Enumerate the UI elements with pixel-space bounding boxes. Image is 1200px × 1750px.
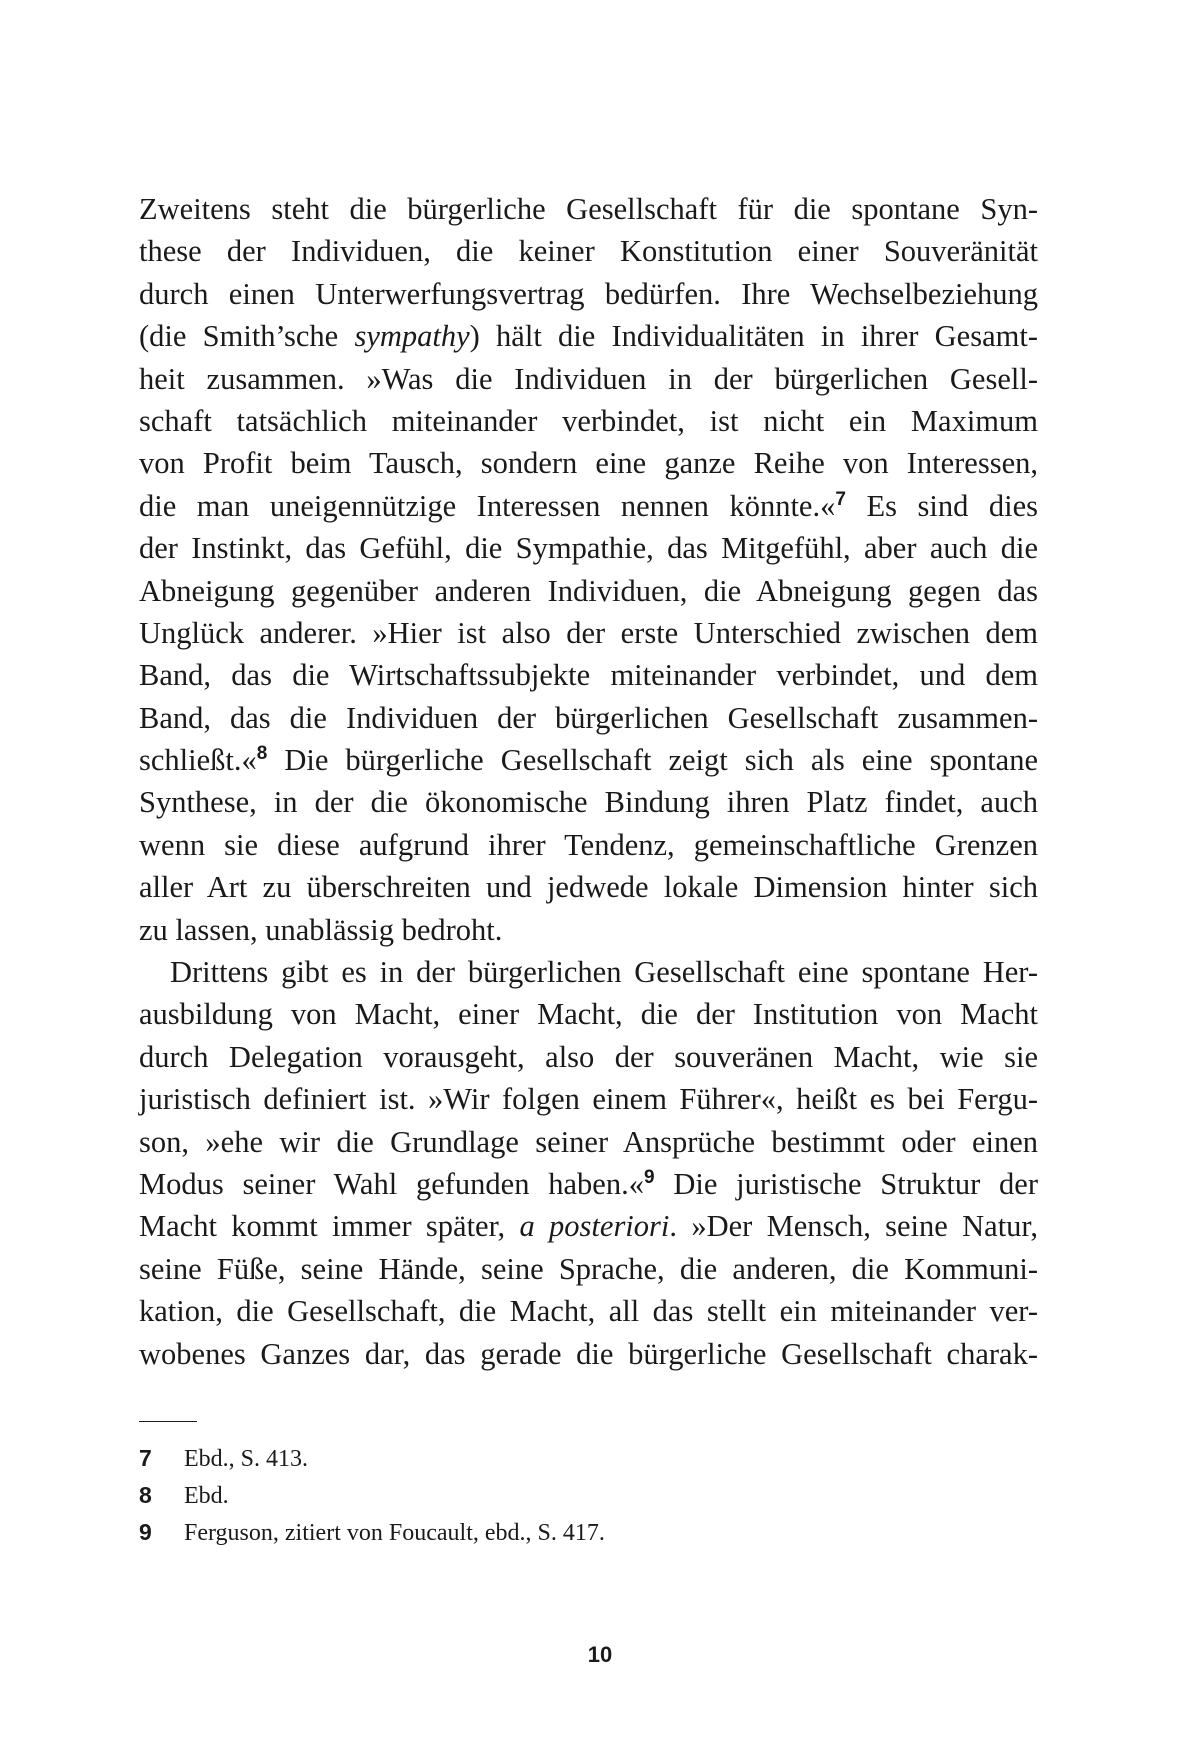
text-line bbox=[139, 188, 1038, 230]
text-line bbox=[139, 654, 1038, 696]
text-line bbox=[139, 951, 1038, 993]
text-segment: ausbildung von Macht, einer Macht, die der Institution von Macht bbox=[139, 997, 1038, 1032]
footnote-number: 8 bbox=[139, 1482, 152, 1508]
text-segment: - bbox=[1027, 1082, 1038, 1117]
text-segment: wenn sie diese aufgrund ihrer Tendenz, gemeinschaftliche Grenzen bbox=[139, 827, 1038, 862]
text-segment: Es sind dies bbox=[845, 488, 1038, 523]
page-number: 10 bbox=[587, 1642, 613, 1667]
text-line bbox=[139, 527, 1038, 569]
text-segment: durch Delegation vorausgeht, also der souveränen Macht, wie sie bbox=[139, 1039, 1038, 1074]
text-segment: Synthese, in der die ökonomische Bindung ihren Platz findet, auch bbox=[139, 785, 1038, 820]
text-line bbox=[139, 1333, 1038, 1375]
footnote-item bbox=[139, 1477, 1038, 1514]
text-segment: ) hält die Individualitäten in ihrer Gesamt bbox=[469, 319, 1028, 354]
footnote-reference: 7 bbox=[835, 488, 846, 510]
italic-term: sympathy bbox=[354, 319, 470, 354]
footnote-separator bbox=[139, 1421, 197, 1422]
footnote-reference: 8 bbox=[256, 742, 268, 764]
text-segment: schaft tatsächlich miteinander verbindet, ist nicht ein Maximum bbox=[139, 403, 1038, 438]
text-segment: juristisch definiert ist. »Wir folgen einem Führer«, heißt es bei Fergu bbox=[139, 1082, 1028, 1117]
text-segment: Drittens gibt es in der bürgerlichen Gesellschaft eine spontane Her bbox=[170, 955, 1028, 990]
text-line bbox=[139, 485, 1038, 527]
text-segment: heit zusammen. »Was die Individuen in der bürgerlichen Gesell bbox=[139, 361, 1028, 396]
text-segment: Band, das die Individuen der bürgerlichen Gesellschaft zusammen bbox=[139, 700, 1028, 735]
text-line bbox=[139, 697, 1038, 739]
text-segment: Band, das die Wirtschaftssubjekte miteinander verbindet, und dem bbox=[139, 658, 1038, 693]
footnotes bbox=[139, 1440, 1038, 1551]
text-segment: durch einen Unterwerfungsvertrag bedürfen. Ihre Wechselbeziehung bbox=[139, 276, 1038, 311]
text-segment: son, »ehe wir die Grundlage seiner Ansprüche bestimmt oder einen bbox=[139, 1124, 1038, 1159]
body-text bbox=[139, 188, 1038, 1375]
footnote-item bbox=[139, 1440, 1038, 1477]
text-line bbox=[139, 1036, 1038, 1078]
text-line bbox=[139, 1078, 1038, 1120]
text-segment: von Profit beim Tausch, sondern eine ganze Reihe von Interessen, bbox=[139, 446, 1038, 481]
footnote-text: Ferguson, zitiert von Foucault, ebd., S. 417. bbox=[184, 1520, 605, 1546]
text-line bbox=[139, 315, 1038, 357]
text-segment: Die bürgerliche Gesellschaft zeigt sich als eine spontane bbox=[267, 743, 1038, 778]
text-segment: kation, die Gesellschaft, die Macht, all das stellt ein miteinander ver bbox=[139, 1294, 1028, 1329]
text-segment: - bbox=[1027, 319, 1038, 354]
text-segment: - bbox=[1027, 1294, 1038, 1329]
text-line bbox=[139, 230, 1038, 272]
text-line bbox=[139, 1163, 1038, 1205]
text-line bbox=[139, 358, 1038, 400]
text-segment: Abneigung gegenüber anderen Individuen, die Abneigung gegen das bbox=[139, 573, 1038, 608]
text-line bbox=[139, 442, 1038, 484]
text-segment: Unglück anderer. »Hier ist also der erste Unterschied zwischen dem bbox=[139, 615, 1038, 650]
text-line bbox=[139, 1248, 1038, 1290]
text-segment: - bbox=[1027, 700, 1038, 735]
text-segment: wobenes Ganzes dar, das gerade die bürgerliche Gesellschaft charak bbox=[139, 1336, 1028, 1371]
text-line bbox=[139, 909, 1038, 951]
text-segment: Die juristische Struktur der bbox=[654, 1166, 1038, 1201]
text-segment: seine Füße, seine Hände, seine Sprache, die anderen, die Kommuni bbox=[139, 1251, 1028, 1286]
text-segment: - bbox=[1027, 1336, 1038, 1371]
text-segment: - bbox=[1027, 192, 1038, 226]
text-segment: Modus seiner Wahl gefunden haben.« bbox=[139, 1166, 644, 1201]
text-segment: - bbox=[1027, 955, 1038, 990]
text-line bbox=[139, 781, 1038, 823]
text-segment: die man uneigennützige Interessen nennen könnte.« bbox=[139, 488, 836, 523]
text-line bbox=[139, 612, 1038, 654]
text-line bbox=[139, 570, 1038, 612]
text-segment: Zweitens steht die bürgerliche Gesellschaft für die spontane Syn bbox=[139, 192, 1028, 226]
text-line bbox=[139, 824, 1038, 866]
text-segment: Macht kommt immer später, bbox=[139, 1209, 520, 1244]
footnote-text: Ebd. bbox=[184, 1483, 229, 1509]
text-line bbox=[139, 400, 1038, 442]
footnote-reference: 9 bbox=[643, 1166, 655, 1188]
text-line bbox=[139, 866, 1038, 908]
text-segment: schließt.« bbox=[139, 743, 257, 778]
text-segment: - bbox=[1027, 1251, 1038, 1286]
text-line bbox=[139, 1121, 1038, 1163]
text-line bbox=[139, 273, 1038, 315]
text-segment: - bbox=[1027, 361, 1038, 396]
text-line bbox=[139, 1290, 1038, 1332]
footnote-number: 9 bbox=[139, 1519, 152, 1545]
italic-term: a posteriori bbox=[519, 1209, 670, 1244]
text-segment: aller Art zu überschreiten und jedwede lokale Dimension hinter sich bbox=[139, 870, 1038, 905]
footnote-number: 7 bbox=[139, 1445, 152, 1471]
text-segment: (die Smith’sche bbox=[139, 319, 355, 354]
footnote-item bbox=[139, 1514, 1038, 1551]
text-segment: . »Der Mensch, seine Natur, bbox=[669, 1209, 1038, 1244]
text-line bbox=[139, 1205, 1038, 1247]
text-segment: these der Individuen, die keiner Konstitution einer Souveränität bbox=[139, 234, 1038, 269]
footnote-text: Ebd., S. 413. bbox=[184, 1446, 309, 1472]
text-segment: der Instinkt, das Gefühl, die Sympathie, das Mitgefühl, aber auch die bbox=[139, 531, 1038, 566]
text-line bbox=[139, 993, 1038, 1035]
text-line bbox=[139, 739, 1038, 781]
text-segment: zu lassen, unablässig bedroht. bbox=[139, 912, 503, 947]
